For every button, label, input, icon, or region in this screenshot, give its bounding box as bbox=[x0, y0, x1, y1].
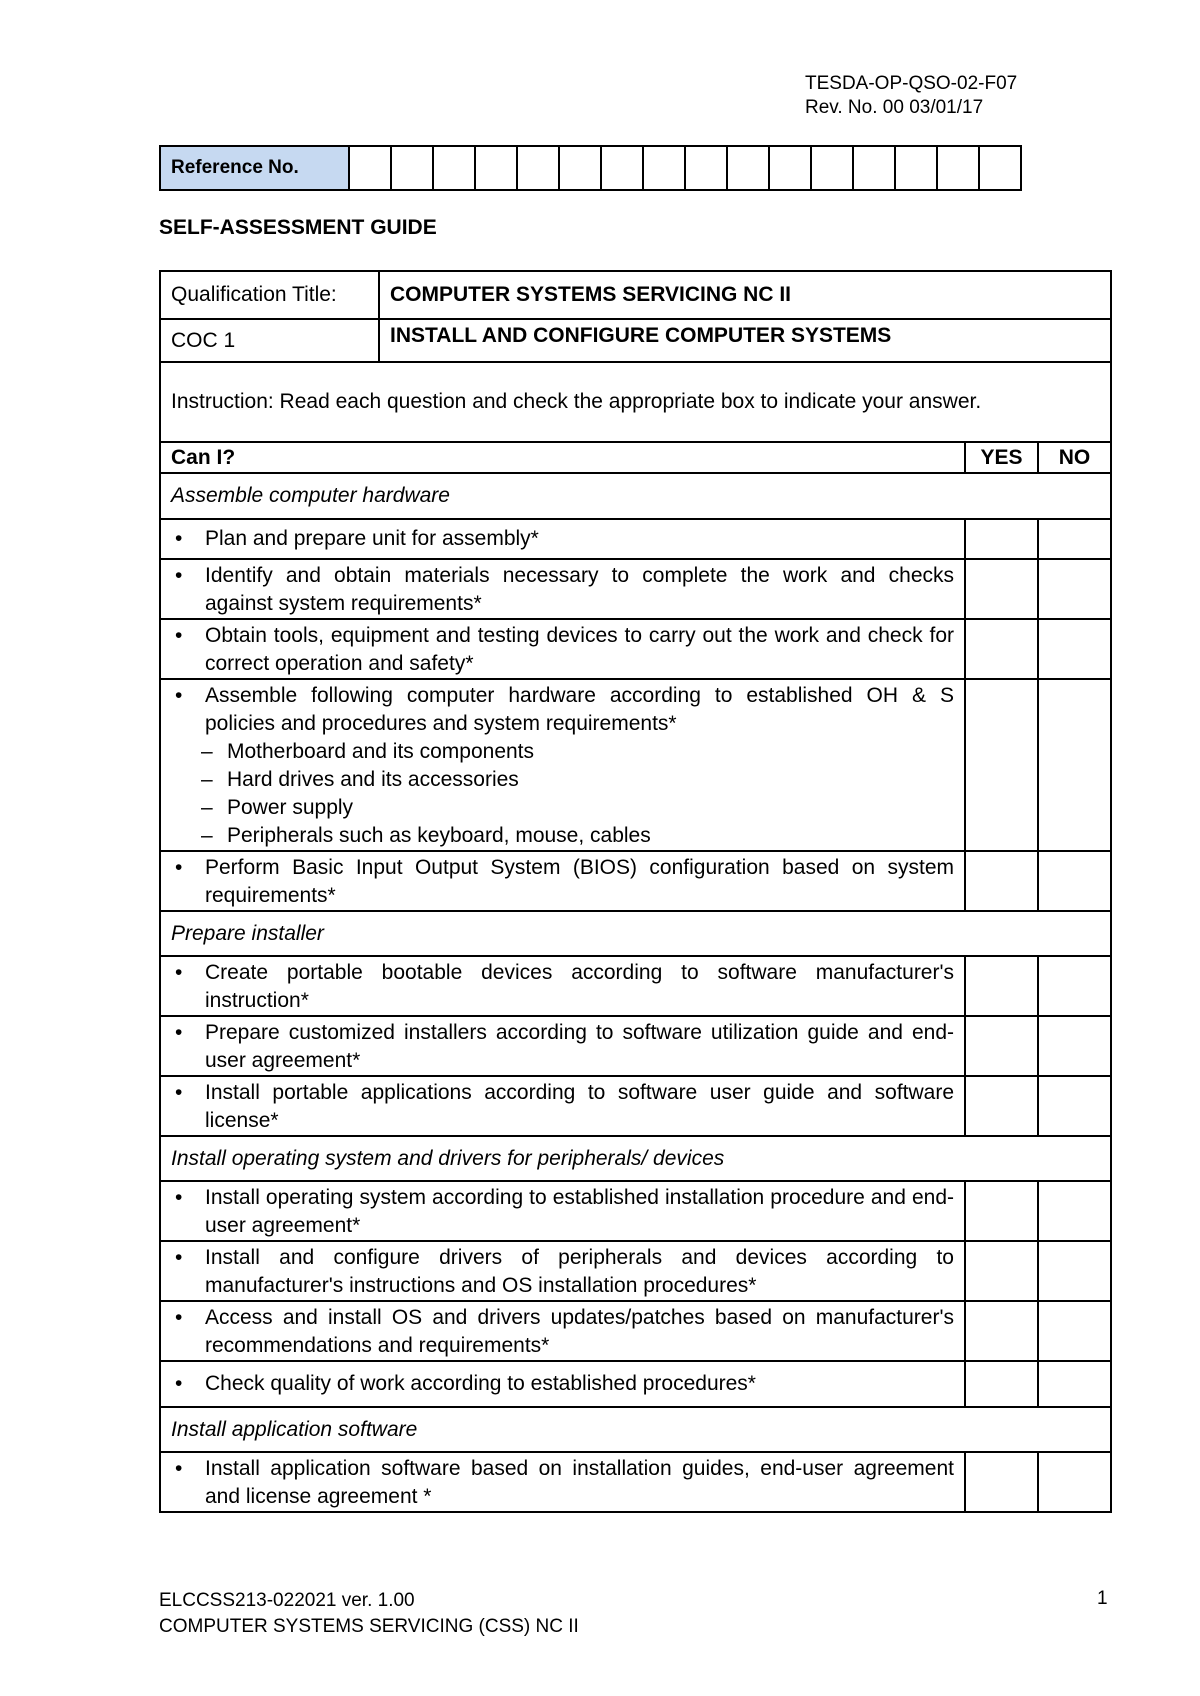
bullet-icon: • bbox=[175, 961, 183, 984]
footer-qualification: COMPUTER SYSTEMS SERVICING (CSS) NC II bbox=[159, 1616, 579, 1637]
question-item: • Obtain tools, equipment and testing devices to carry out the work and check for correct operation and safety* bbox=[160, 619, 965, 679]
no-checkbox[interactable] bbox=[1038, 1181, 1111, 1241]
self-assessment-table bbox=[159, 270, 1112, 1513]
reference-box[interactable] bbox=[349, 146, 391, 190]
page-number: 1 bbox=[1097, 1588, 1108, 1609]
question-item: • Install operating system according to established installation procedure and end-user agreement* bbox=[160, 1181, 965, 1241]
no-checkbox[interactable] bbox=[1038, 1361, 1111, 1407]
reference-box[interactable] bbox=[853, 146, 895, 190]
yes-checkbox[interactable] bbox=[965, 619, 1038, 679]
page-title: SELF-ASSESSMENT GUIDE bbox=[159, 216, 437, 239]
form-code: TESDA-OP-QSO-02-F07 bbox=[805, 73, 1018, 94]
section-heading: Prepare installer bbox=[160, 911, 1111, 956]
reference-box[interactable] bbox=[811, 146, 853, 190]
no-checkbox[interactable] bbox=[1038, 559, 1111, 619]
yes-checkbox[interactable] bbox=[965, 679, 1038, 851]
reference-box[interactable] bbox=[769, 146, 811, 190]
reference-box[interactable] bbox=[391, 146, 433, 190]
reference-box[interactable] bbox=[643, 146, 685, 190]
reference-box[interactable] bbox=[727, 146, 769, 190]
no-checkbox[interactable] bbox=[1038, 1241, 1111, 1301]
footer-doc-code: ELCCSS213-022021 ver. 1.00 bbox=[159, 1590, 415, 1611]
question-item: • Prepare customized installers according to software utilization guide and end-user agreement* bbox=[160, 1016, 965, 1076]
bullet-icon: • bbox=[175, 1081, 183, 1104]
question-item: • Identify and obtain materials necessary to complete the work and checks against system requirements* bbox=[160, 559, 965, 619]
yes-checkbox[interactable] bbox=[965, 1301, 1038, 1361]
reference-box[interactable] bbox=[685, 146, 727, 190]
yes-checkbox[interactable] bbox=[965, 519, 1038, 559]
question-item: • Perform Basic Input Output System (BIOS) configuration based on system requirements* bbox=[160, 851, 965, 911]
coc-label: COC 1 bbox=[160, 319, 379, 362]
revision-number: Rev. No. 00 03/01/17 bbox=[805, 97, 984, 118]
sub-item: – Power supply bbox=[201, 796, 354, 819]
reference-box[interactable] bbox=[559, 146, 601, 190]
section-heading: Install operating system and drivers for peripherals/ devices bbox=[160, 1136, 1111, 1181]
yes-checkbox[interactable] bbox=[965, 1181, 1038, 1241]
bullet-icon: • bbox=[175, 1246, 183, 1269]
section-heading: Assemble computer hardware bbox=[160, 473, 1111, 519]
reference-box[interactable] bbox=[895, 146, 937, 190]
no-checkbox[interactable] bbox=[1038, 851, 1111, 911]
yes-checkbox[interactable] bbox=[965, 559, 1038, 619]
yes-checkbox[interactable] bbox=[965, 1361, 1038, 1407]
document-header bbox=[805, 72, 1017, 120]
bullet-icon: • bbox=[175, 856, 183, 879]
sub-item: – Peripherals such as keyboard, mouse, cables bbox=[201, 824, 651, 847]
sub-item: – Motherboard and its components bbox=[201, 740, 535, 763]
yes-checkbox[interactable] bbox=[965, 1016, 1038, 1076]
no-checkbox[interactable] bbox=[1038, 519, 1111, 559]
question-item: • Access and install OS and drivers updates/patches based on manufacturer's recommendations and requirements* bbox=[160, 1301, 965, 1361]
bullet-icon: • bbox=[175, 624, 183, 647]
reference-box[interactable] bbox=[517, 146, 559, 190]
bullet-icon: • bbox=[175, 1372, 183, 1395]
column-header-yes: YES bbox=[965, 442, 1038, 473]
question-item: • Plan and prepare unit for assembly* bbox=[160, 519, 965, 559]
bullet-icon: • bbox=[175, 1306, 183, 1329]
qualification-title-value: COMPUTER SYSTEMS SERVICING NC II bbox=[379, 271, 1111, 319]
qualification-title-label: Qualification Title: bbox=[160, 271, 379, 319]
page-footer bbox=[159, 1588, 579, 1640]
question-item: • Install application software based on installation guides, end-user agreement and license agreement * bbox=[160, 1452, 965, 1512]
bullet-icon: • bbox=[175, 1186, 183, 1209]
reference-box[interactable] bbox=[601, 146, 643, 190]
no-checkbox[interactable] bbox=[1038, 679, 1111, 851]
yes-checkbox[interactable] bbox=[965, 1241, 1038, 1301]
no-checkbox[interactable] bbox=[1038, 1452, 1111, 1512]
question-item: • Check quality of work according to established procedures* bbox=[160, 1361, 965, 1407]
sub-item: – Hard drives and its accessories bbox=[201, 768, 519, 791]
bullet-icon: • bbox=[175, 564, 183, 587]
instruction: Instruction: Read each question and check the appropriate box to indicate your answer. bbox=[160, 362, 1111, 442]
no-checkbox[interactable] bbox=[1038, 1301, 1111, 1361]
reference-label: Reference No. bbox=[160, 146, 349, 190]
bullet-icon: • bbox=[175, 527, 183, 550]
reference-box[interactable] bbox=[433, 146, 475, 190]
question-item: • Install portable applications according to software user guide and software license* bbox=[160, 1076, 965, 1136]
reference-box[interactable] bbox=[475, 146, 517, 190]
section-heading: Install application software bbox=[160, 1407, 1111, 1452]
no-checkbox[interactable] bbox=[1038, 1016, 1111, 1076]
reference-number-table bbox=[159, 145, 1022, 191]
question-item: • Create portable bootable devices according to software manufacturer's instruction* bbox=[160, 956, 965, 1016]
column-header-can-i: Can I? bbox=[160, 442, 965, 473]
reference-box[interactable] bbox=[979, 146, 1021, 190]
coc-value: INSTALL AND CONFIGURE COMPUTER SYSTEMS bbox=[379, 319, 1111, 362]
bullet-icon: • bbox=[175, 1457, 183, 1480]
yes-checkbox[interactable] bbox=[965, 1452, 1038, 1512]
yes-checkbox[interactable] bbox=[965, 956, 1038, 1016]
reference-box[interactable] bbox=[937, 146, 979, 190]
yes-checkbox[interactable] bbox=[965, 1076, 1038, 1136]
yes-checkbox[interactable] bbox=[965, 851, 1038, 911]
no-checkbox[interactable] bbox=[1038, 1076, 1111, 1136]
column-header-no: NO bbox=[1038, 442, 1111, 473]
question-item: • Assemble following computer hardware according to established OH & S policies and procedures and system requirements* – Motherboard and its components – Hard drives and its accessories – Power supply – Peripherals such as keyboard, mouse, cables bbox=[160, 679, 965, 851]
question-item: • Install and configure drivers of peripherals and devices according to manufacturer's instructions and OS installation procedures* bbox=[160, 1241, 965, 1301]
no-checkbox[interactable] bbox=[1038, 956, 1111, 1016]
bullet-icon: • bbox=[175, 684, 183, 707]
bullet-icon: • bbox=[175, 1021, 183, 1044]
no-checkbox[interactable] bbox=[1038, 619, 1111, 679]
